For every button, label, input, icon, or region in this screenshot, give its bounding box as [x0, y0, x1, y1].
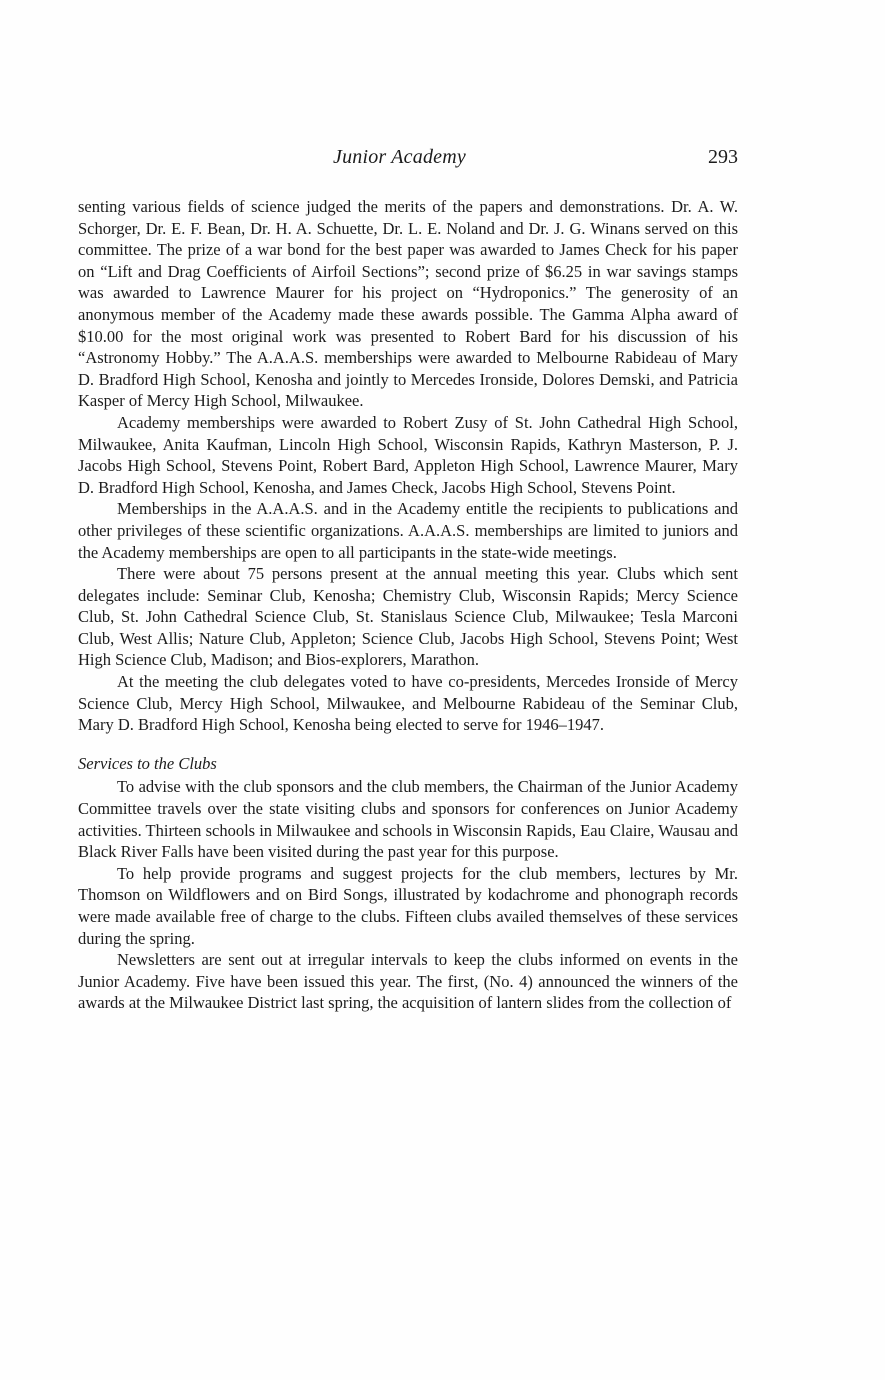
paragraph: There were about 75 persons present at the annual meeting this year. Clubs which sent delegates include: Seminar Club, Kenosha; Chemistry Club, Wisconsin Rapids; Mercy Science Club, St. John Cathedral Science Club, St. Stanislaus Science Club, Milwaukee; Tesla Marconi Club, West Allis; Nature Club, Appleton; Science Club, Jacobs High School, Stevens Point; West High Science Club, Madison; and Bios-explorers, Marathon.	[78, 564, 738, 670]
paragraph: Memberships in the A.A.A.S. and in the Academy entitle the recipients to publications and other privileges of these scientific organizations. A.A.A.S. memberships are limited to juniors and the Academy memberships are open to all participants in the state-wide meetings.	[78, 499, 738, 562]
page-number: 293	[708, 146, 738, 168]
paragraph: senting various fields of science judged the merits of the papers and demonstrations. Dr. A. W. Schorger, Dr. E. F. Bean, Dr. H. A. Schuette, Dr. L. E. Noland and Dr. J. G. Winans served on this committee. The prize of a war bond for the best paper was awarded to James Check for his paper on “Lift and Drag Coefficients of Airfoil Sections”; second prize of $6.25 in war savings stamps was awarded to Lawrence Maurer for his project on “Hydroponics.” The generosity of an anonymous member of the Academy made these awards possible. The Gamma Alpha award of $10.00 for the most original work was presented to Robert Bard for his discussion of his “Astronomy Hobby.” The A.A.A.S. memberships were awarded to Melbourne Rabideau of Mary D. Bradford High School, Kenosha and jointly to Mercedes Ironside, Dolores Demski, and Patricia Kasper of Mercy High School, Milwaukee.	[78, 197, 738, 411]
section-heading: Services to the Clubs	[78, 753, 217, 773]
running-title: Junior Academy	[333, 146, 466, 168]
paragraph: Academy memberships were awarded to Robert Zusy of St. John Cathedral High School, Milwaukee, Anita Kaufman, Lincoln High School, Wisconsin Rapids, Kathryn Masterson, P. J. Jacobs High School, Stevens Point, Robert Bard, Appleton High School, Lawrence Maurer, Mary D. Bradford High School, Kenosha, and James Check, Jacobs High School, Stevens Point.	[78, 412, 738, 497]
paragraph: To help provide programs and suggest projects for the club members, lectures by Mr. Thomson on Wildflowers and on Bird Songs, illustrated by kodachrome and phonograph records were made available free of charge to the clubs. Fifteen clubs availed themselves of these services during the spring.	[78, 863, 738, 948]
running-head	[78, 146, 738, 172]
paragraph: Newsletters are sent out at irregular intervals to keep the clubs informed on events in the Junior Academy. Five have been issued this year. The first, (No. 4) announced the winners of the awards at the Milwaukee District last spring, the acquisition of lantern slides from the collection of	[78, 950, 738, 1013]
body-text	[78, 196, 738, 1014]
paragraph: To advise with the club sponsors and the club members, the Chairman of the Junior Academy Committee travels over the state visiting clubs and sponsors for conferences on Junior Academy activities. Thirteen schools in Milwaukee and schools in Wisconsin Rapids, Eau Claire, Wausau and Black River Falls have been visited during the past year for this purpose.	[78, 777, 738, 862]
paragraph: At the meeting the club delegates voted to have co-presidents, Mercedes Ironside of Mercy Science Club, Mercy High School, Milwaukee, and Melbourne Rabideau of the Seminar Club, Mary D. Bradford High School, Kenosha being elected to serve for 1946–1947.	[78, 672, 738, 735]
